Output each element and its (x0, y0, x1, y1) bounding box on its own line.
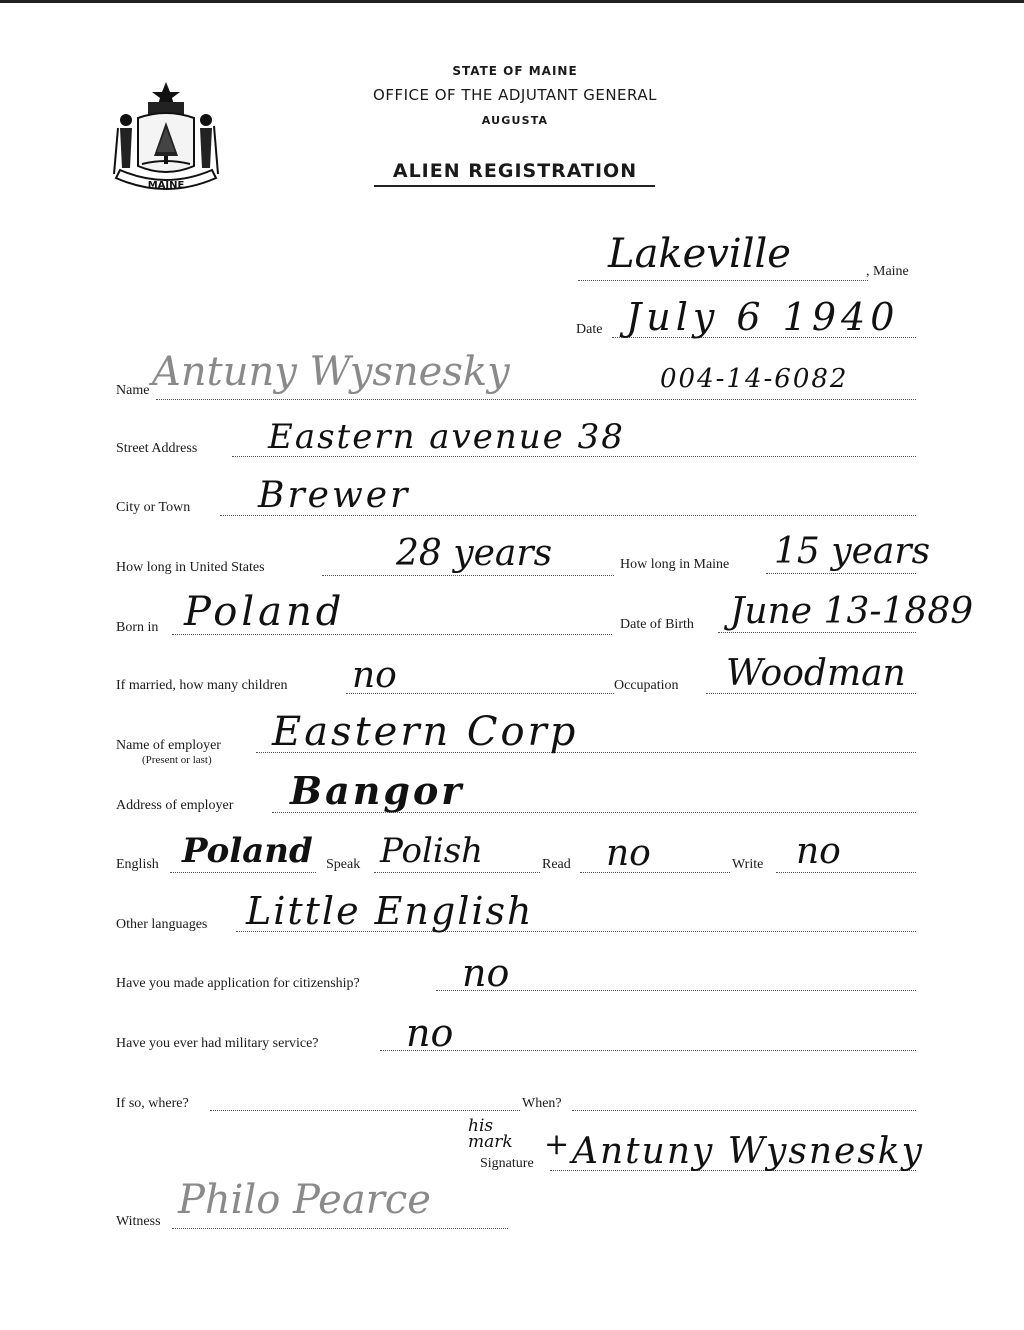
how-long-us-value: 28 years (396, 533, 553, 574)
date-value: July 6 1940 (626, 295, 900, 339)
write-label: Write (732, 857, 764, 872)
how-long-maine-label: How long in Maine (620, 557, 730, 572)
town-line (578, 280, 868, 281)
signature-value: Antuny Wysnesky (572, 1131, 924, 1172)
witness-label: Witness (116, 1214, 161, 1229)
other-languages-label: Other languages (116, 917, 208, 932)
military-line (380, 1050, 916, 1051)
speak-line (374, 872, 540, 873)
page-top-border (0, 0, 1024, 3)
how-long-us-label: How long in United States (116, 560, 265, 575)
read-label: Read (542, 857, 571, 872)
maine-label: , Maine (866, 264, 909, 279)
town-value: Lakeville (608, 231, 791, 277)
office-heading: OFFICE OF THE ADJUTANT GENERAL (373, 86, 657, 104)
date-of-birth-label: Date of Birth (620, 617, 694, 632)
children-value: no (352, 655, 397, 696)
if-so-where-line (210, 1110, 520, 1111)
how-long-maine-line (766, 573, 916, 574)
write-value: no (796, 831, 841, 872)
employer-name-label: Name of employer (116, 738, 221, 753)
city-label: City or Town (116, 500, 191, 515)
date-of-birth-value: June 13-1889 (730, 591, 974, 632)
english-value: Poland (182, 831, 313, 871)
street-address-value: Eastern avenue 38 (268, 417, 625, 457)
how-long-us-line (322, 575, 614, 576)
employer-address-label: Address of employer (116, 798, 234, 813)
id-number-value: 004-14-6082 (660, 364, 849, 394)
employer-note-label: (Present or last) (142, 754, 212, 766)
speak-value: Polish (380, 831, 484, 871)
form-title: ALIEN REGISTRATION (392, 160, 638, 182)
name-value: Antuny Wysnesky (152, 349, 510, 395)
his-mark-value: his mark (468, 1116, 513, 1153)
if-so-where-label: If so, where? (116, 1096, 189, 1111)
maine-state-seal (110, 78, 222, 200)
born-in-value: Poland (184, 589, 346, 635)
speak-label: Speak (326, 857, 361, 872)
witness-value: Philo Pearce (178, 1177, 431, 1223)
signature-label: Signature (480, 1156, 534, 1171)
english-line (170, 872, 316, 873)
write-line (776, 872, 916, 873)
how-long-maine-value: 15 years (774, 531, 931, 572)
svg-text:MAINE: MAINE (147, 180, 185, 191)
read-line (580, 872, 730, 873)
when-label: When? (522, 1096, 562, 1111)
employer-name-value: Eastern Corp (272, 709, 579, 755)
date-label: Date (576, 322, 603, 337)
children-label: If married, how many children (116, 678, 288, 693)
street-address-label: Street Address (116, 441, 198, 456)
other-languages-value: Little English (246, 889, 534, 933)
name-line (156, 399, 916, 400)
military-label: Have you ever had military service? (116, 1036, 319, 1051)
city-heading: AUGUSTA (481, 114, 549, 127)
occupation-value: Woodman (726, 653, 906, 694)
name-label: Name (116, 383, 150, 398)
born-in-label: Born in (116, 620, 159, 635)
city-value: Brewer (258, 475, 411, 516)
occupation-label: Occupation (614, 678, 679, 693)
citizenship-value: no (462, 951, 510, 995)
military-value: no (406, 1011, 454, 1055)
english-label: English (116, 857, 159, 872)
citizenship-label: Have you made application for citizenship? (116, 976, 360, 991)
signature-mark: + (544, 1127, 570, 1162)
title-underline (374, 185, 655, 187)
date-of-birth-line (718, 632, 916, 633)
witness-line (172, 1228, 508, 1229)
when-line (572, 1110, 916, 1111)
employer-address-value: Bangor (290, 768, 465, 813)
read-value: no (606, 833, 651, 874)
state-heading: STATE OF MAINE (452, 64, 578, 78)
